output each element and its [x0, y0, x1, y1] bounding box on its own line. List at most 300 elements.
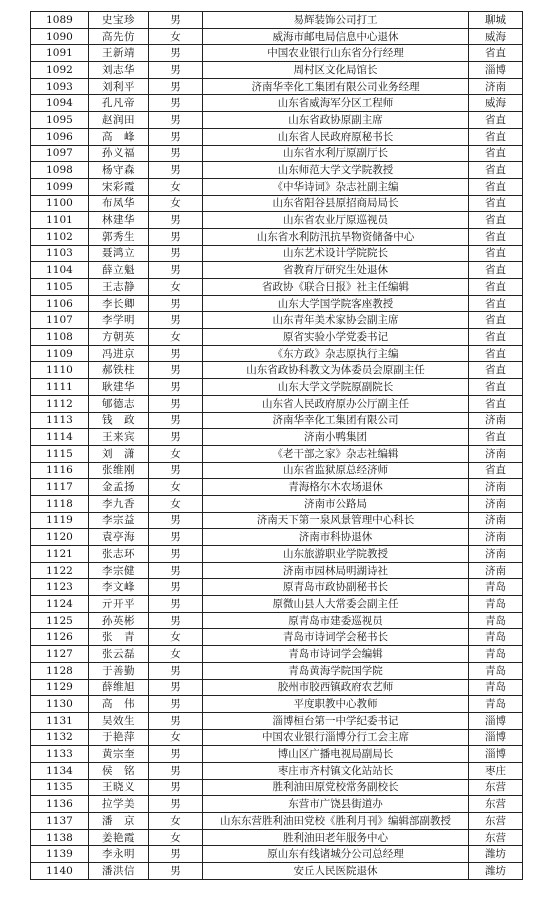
- member-name-cell: 姜艳霞: [89, 829, 149, 846]
- table-row: [31, 429, 523, 446]
- table-row: [31, 646, 523, 663]
- member-region-cell: 省直: [469, 329, 523, 346]
- member-region-cell: 淄博: [469, 746, 523, 763]
- table-row: [31, 28, 523, 45]
- member-gender-cell: 男: [149, 145, 203, 162]
- member-region-cell: 济南: [469, 479, 523, 496]
- member-workplace-cell: 山东大学文学院原副院长: [203, 379, 469, 396]
- member-name-cell: 王志静: [89, 279, 149, 296]
- member-gender-cell: 男: [149, 395, 203, 412]
- member-number-cell: 1120: [31, 529, 89, 546]
- member-region-cell: 省直: [469, 212, 523, 229]
- member-name-cell: 赵润田: [89, 112, 149, 129]
- member-gender-cell: 女: [149, 195, 203, 212]
- member-gender-cell: 男: [149, 863, 203, 880]
- table-row: [31, 696, 523, 713]
- member-region-cell: 青岛: [469, 662, 523, 679]
- member-number-cell: 1113: [31, 412, 89, 429]
- member-region-cell: 淄博: [469, 729, 523, 746]
- table-row: [31, 462, 523, 479]
- member-workplace-cell: 山东艺术设计学院院长: [203, 245, 469, 262]
- member-number-cell: 1100: [31, 195, 89, 212]
- member-gender-cell: 女: [149, 28, 203, 45]
- member-gender-cell: 男: [149, 345, 203, 362]
- member-region-cell: 济南: [469, 562, 523, 579]
- table-row: [31, 796, 523, 813]
- member-name-cell: 杨守森: [89, 162, 149, 179]
- member-number-cell: 1125: [31, 612, 89, 629]
- member-gender-cell: 男: [149, 78, 203, 95]
- member-name-cell: 袁亭海: [89, 529, 149, 546]
- member-region-cell: 省直: [469, 312, 523, 329]
- member-workplace-cell: 山东省阳谷县原招商局局长: [203, 195, 469, 212]
- member-region-cell: 枣庄: [469, 762, 523, 779]
- member-gender-cell: 男: [149, 512, 203, 529]
- member-number-cell: 1136: [31, 796, 89, 813]
- member-region-cell: 省直: [469, 195, 523, 212]
- member-name-cell: 李九香: [89, 495, 149, 512]
- table-row: [31, 412, 523, 429]
- table-row: [31, 546, 523, 563]
- member-number-cell: 1118: [31, 495, 89, 512]
- table-row: [31, 846, 523, 863]
- member-name-cell: 高先仿: [89, 28, 149, 45]
- member-region-cell: 省直: [469, 162, 523, 179]
- member-number-cell: 1130: [31, 696, 89, 713]
- member-gender-cell: 男: [149, 128, 203, 145]
- member-workplace-cell: 威海市邮电局信息中心退休: [203, 28, 469, 45]
- member-name-cell: 耿建华: [89, 379, 149, 396]
- table-row: [31, 128, 523, 145]
- member-number-cell: 1090: [31, 28, 89, 45]
- member-gender-cell: 男: [149, 312, 203, 329]
- table-row: [31, 162, 523, 179]
- member-number-cell: 1102: [31, 228, 89, 245]
- table-row: [31, 863, 523, 880]
- member-name-cell: 亓开平: [89, 596, 149, 613]
- member-workplace-cell: 山东省人民政府原秘书长: [203, 128, 469, 145]
- member-gender-cell: 女: [149, 646, 203, 663]
- member-number-cell: 1089: [31, 12, 89, 29]
- member-workplace-cell: 济南市科协退休: [203, 529, 469, 546]
- table-row: [31, 529, 523, 546]
- member-workplace-cell: 周村区文化局馆长: [203, 62, 469, 79]
- member-name-cell: 孙义福: [89, 145, 149, 162]
- member-region-cell: 省直: [469, 262, 523, 279]
- member-name-cell: 史宝珍: [89, 12, 149, 29]
- member-region-cell: 青岛: [469, 679, 523, 696]
- member-workplace-cell: 青海格尔木农场退休: [203, 479, 469, 496]
- member-region-cell: 淄博: [469, 62, 523, 79]
- member-workplace-cell: 山东省监狱原总经济师: [203, 462, 469, 479]
- member-name-cell: 薛维旭: [89, 679, 149, 696]
- member-region-cell: 青岛: [469, 612, 523, 629]
- member-workplace-cell: 原省实验小学党委书记: [203, 329, 469, 346]
- member-workplace-cell: 原山东有线诸城分公司总经理: [203, 846, 469, 863]
- member-workplace-cell: 山东省政协原副主席: [203, 112, 469, 129]
- member-name-cell: 方朝英: [89, 329, 149, 346]
- member-gender-cell: 男: [149, 796, 203, 813]
- table-row: [31, 495, 523, 512]
- member-gender-cell: 男: [149, 362, 203, 379]
- member-name-cell: 李文峰: [89, 579, 149, 596]
- member-gender-cell: 男: [149, 245, 203, 262]
- member-gender-cell: 男: [149, 562, 203, 579]
- table-row: [31, 329, 523, 346]
- member-gender-cell: 女: [149, 629, 203, 646]
- member-number-cell: 1101: [31, 212, 89, 229]
- member-region-cell: 潍坊: [469, 846, 523, 863]
- member-number-cell: 1097: [31, 145, 89, 162]
- table-row: [31, 562, 523, 579]
- member-region-cell: 省直: [469, 112, 523, 129]
- member-name-cell: 高 峰: [89, 128, 149, 145]
- member-number-cell: 1131: [31, 712, 89, 729]
- member-gender-cell: 女: [149, 495, 203, 512]
- member-region-cell: 省直: [469, 228, 523, 245]
- member-number-cell: 1135: [31, 779, 89, 796]
- member-number-cell: 1105: [31, 279, 89, 296]
- member-region-cell: 省直: [469, 362, 523, 379]
- table-row: [31, 679, 523, 696]
- member-workplace-cell: 胜利油田原党校常务副校长: [203, 779, 469, 796]
- member-name-cell: 郝铁柱: [89, 362, 149, 379]
- member-name-cell: 李宗益: [89, 512, 149, 529]
- member-gender-cell: 男: [149, 712, 203, 729]
- member-workplace-cell: 济南市公路局: [203, 495, 469, 512]
- member-number-cell: 1127: [31, 646, 89, 663]
- member-number-cell: 1108: [31, 329, 89, 346]
- member-region-cell: 聊城: [469, 12, 523, 29]
- member-region-cell: 威海: [469, 28, 523, 45]
- table-row: [31, 712, 523, 729]
- member-workplace-cell: 山东省威海军分区工程师: [203, 95, 469, 112]
- member-gender-cell: 男: [149, 596, 203, 613]
- member-workplace-cell: 省教育厅研究生处退休: [203, 262, 469, 279]
- member-workplace-cell: 东营市广饶县街道办: [203, 796, 469, 813]
- member-workplace-cell: 山东大学国学院客座教授: [203, 295, 469, 312]
- member-workplace-cell: 山东省农业厅原巡视员: [203, 212, 469, 229]
- table-row: [31, 312, 523, 329]
- member-workplace-cell: 中国农业银行淄博分行工会主席: [203, 729, 469, 746]
- table-row: [31, 445, 523, 462]
- member-workplace-cell: 山东省水利厅原副厅长: [203, 145, 469, 162]
- member-name-cell: 聂鸿立: [89, 245, 149, 262]
- table-row: [31, 395, 523, 412]
- table-row: [31, 596, 523, 613]
- member-region-cell: 青岛: [469, 629, 523, 646]
- member-name-cell: 孔凡帝: [89, 95, 149, 112]
- member-number-cell: 1133: [31, 746, 89, 763]
- member-workplace-cell: 平度职教中心教师: [203, 696, 469, 713]
- member-name-cell: 林建华: [89, 212, 149, 229]
- member-number-cell: 1096: [31, 128, 89, 145]
- member-gender-cell: 女: [149, 329, 203, 346]
- member-gender-cell: 男: [149, 112, 203, 129]
- member-region-cell: 青岛: [469, 646, 523, 663]
- member-gender-cell: 男: [149, 295, 203, 312]
- member-region-cell: 济南: [469, 512, 523, 529]
- member-gender-cell: 男: [149, 846, 203, 863]
- member-workplace-cell: 山东师范大学文学院教授: [203, 162, 469, 179]
- member-workplace-cell: 山东东营胜利油田党校《胜利月刊》编辑部副教授: [203, 813, 469, 830]
- member-gender-cell: 男: [149, 746, 203, 763]
- member-gender-cell: 男: [149, 579, 203, 596]
- table-row: [31, 279, 523, 296]
- table-row: [31, 612, 523, 629]
- member-list-sheet: [30, 11, 523, 880]
- member-gender-cell: 女: [149, 178, 203, 195]
- table-row: [31, 579, 523, 596]
- member-name-cell: 于善勤: [89, 662, 149, 679]
- member-number-cell: 1112: [31, 395, 89, 412]
- member-number-cell: 1124: [31, 596, 89, 613]
- member-workplace-cell: 济南华幸化工集团有限公司业务经理: [203, 78, 469, 95]
- member-gender-cell: 男: [149, 612, 203, 629]
- member-workplace-cell: 淄博桓台第一中学纪委书记: [203, 712, 469, 729]
- member-gender-cell: 男: [149, 529, 203, 546]
- member-number-cell: 1109: [31, 345, 89, 362]
- member-region-cell: 省直: [469, 45, 523, 62]
- member-workplace-cell: 山东省政协科教文为体委员会原副主任: [203, 362, 469, 379]
- member-region-cell: 威海: [469, 95, 523, 112]
- member-number-cell: 1110: [31, 362, 89, 379]
- member-region-cell: 省直: [469, 245, 523, 262]
- member-number-cell: 1138: [31, 829, 89, 846]
- member-name-cell: 张云磊: [89, 646, 149, 663]
- member-name-cell: 郭秀生: [89, 228, 149, 245]
- table-row: [31, 262, 523, 279]
- table-row: [31, 78, 523, 95]
- member-table-body: [31, 12, 523, 880]
- member-workplace-cell: 山东青年美术家协会副主席: [203, 312, 469, 329]
- table-row: [31, 479, 523, 496]
- member-table: [30, 11, 523, 880]
- member-gender-cell: 男: [149, 379, 203, 396]
- member-gender-cell: 男: [149, 696, 203, 713]
- member-region-cell: 济南: [469, 546, 523, 563]
- member-workplace-cell: 安丘人民医院退休: [203, 863, 469, 880]
- member-number-cell: 1129: [31, 679, 89, 696]
- member-gender-cell: 男: [149, 546, 203, 563]
- member-number-cell: 1121: [31, 546, 89, 563]
- member-gender-cell: 女: [149, 813, 203, 830]
- member-region-cell: 省直: [469, 345, 523, 362]
- member-number-cell: 1137: [31, 813, 89, 830]
- member-number-cell: 1114: [31, 429, 89, 446]
- member-name-cell: 张 青: [89, 629, 149, 646]
- member-name-cell: 张维刚: [89, 462, 149, 479]
- member-name-cell: 李永明: [89, 846, 149, 863]
- member-workplace-cell: 原青岛市建委巡视员: [203, 612, 469, 629]
- member-workplace-cell: 山东旅游职业学院教授: [203, 546, 469, 563]
- member-number-cell: 1134: [31, 762, 89, 779]
- table-row: [31, 379, 523, 396]
- member-gender-cell: 男: [149, 62, 203, 79]
- member-number-cell: 1093: [31, 78, 89, 95]
- member-name-cell: 钱 政: [89, 412, 149, 429]
- table-row: [31, 95, 523, 112]
- member-number-cell: 1126: [31, 629, 89, 646]
- table-row: [31, 762, 523, 779]
- member-gender-cell: 男: [149, 212, 203, 229]
- member-name-cell: 李长卿: [89, 295, 149, 312]
- member-region-cell: 东营: [469, 779, 523, 796]
- member-name-cell: 潘 京: [89, 813, 149, 830]
- member-region-cell: 济南: [469, 412, 523, 429]
- member-region-cell: 省直: [469, 178, 523, 195]
- member-region-cell: 东营: [469, 829, 523, 846]
- member-gender-cell: 女: [149, 445, 203, 462]
- member-number-cell: 1107: [31, 312, 89, 329]
- member-region-cell: 青岛: [469, 579, 523, 596]
- member-workplace-cell: 易辉装饰公司打工: [203, 12, 469, 29]
- table-row: [31, 295, 523, 312]
- member-gender-cell: 男: [149, 95, 203, 112]
- table-row: [31, 629, 523, 646]
- member-name-cell: 于艳萍: [89, 729, 149, 746]
- table-row: [31, 362, 523, 379]
- member-gender-cell: 男: [149, 228, 203, 245]
- member-region-cell: 省直: [469, 462, 523, 479]
- member-name-cell: 李宗健: [89, 562, 149, 579]
- member-name-cell: 金孟扬: [89, 479, 149, 496]
- member-workplace-cell: 济南华幸化工集团有限公司: [203, 412, 469, 429]
- table-row: [31, 512, 523, 529]
- member-gender-cell: 男: [149, 162, 203, 179]
- member-region-cell: 济南: [469, 495, 523, 512]
- table-row: [31, 12, 523, 29]
- member-number-cell: 1092: [31, 62, 89, 79]
- member-number-cell: 1116: [31, 462, 89, 479]
- member-name-cell: 刘利平: [89, 78, 149, 95]
- member-gender-cell: 女: [149, 729, 203, 746]
- member-workplace-cell: 《中华诗词》杂志社副主编: [203, 178, 469, 195]
- member-region-cell: 省直: [469, 295, 523, 312]
- table-row: [31, 178, 523, 195]
- member-number-cell: 1139: [31, 846, 89, 863]
- member-gender-cell: 男: [149, 679, 203, 696]
- member-workplace-cell: 原微山县人大常委会副主任: [203, 596, 469, 613]
- member-region-cell: 省直: [469, 128, 523, 145]
- member-workplace-cell: 济南天下第一泉风景管理中心科长: [203, 512, 469, 529]
- member-workplace-cell: 青岛市诗词学会编辑: [203, 646, 469, 663]
- member-region-cell: 淄博: [469, 712, 523, 729]
- member-workplace-cell: 省政协《联合日报》社主任编辑: [203, 279, 469, 296]
- member-workplace-cell: 青岛市诗词学会秘书长: [203, 629, 469, 646]
- member-gender-cell: 男: [149, 45, 203, 62]
- member-name-cell: 侯 铭: [89, 762, 149, 779]
- member-gender-cell: 女: [149, 279, 203, 296]
- member-number-cell: 1094: [31, 95, 89, 112]
- member-workplace-cell: 原青岛市政协副秘书长: [203, 579, 469, 596]
- table-row: [31, 813, 523, 830]
- member-workplace-cell: 《东方政》杂志原执行主编: [203, 345, 469, 362]
- member-workplace-cell: 胜利油田老年服务中心: [203, 829, 469, 846]
- table-row: [31, 746, 523, 763]
- member-region-cell: 潍坊: [469, 863, 523, 880]
- member-gender-cell: 男: [149, 762, 203, 779]
- member-region-cell: 省直: [469, 379, 523, 396]
- table-row: [31, 779, 523, 796]
- member-number-cell: 1117: [31, 479, 89, 496]
- member-number-cell: 1140: [31, 863, 89, 880]
- member-number-cell: 1095: [31, 112, 89, 129]
- member-name-cell: 黄宗奎: [89, 746, 149, 763]
- member-gender-cell: 女: [149, 829, 203, 846]
- member-name-cell: 布凤华: [89, 195, 149, 212]
- table-row: [31, 829, 523, 846]
- member-region-cell: 省直: [469, 395, 523, 412]
- member-number-cell: 1132: [31, 729, 89, 746]
- member-name-cell: 王晓义: [89, 779, 149, 796]
- member-workplace-cell: 山东省人民政府原办公厅副主任: [203, 395, 469, 412]
- member-workplace-cell: 枣庄市齐村镇文化站站长: [203, 762, 469, 779]
- member-workplace-cell: 青岛黄海学院国学院: [203, 662, 469, 679]
- member-number-cell: 1103: [31, 245, 89, 262]
- member-gender-cell: 男: [149, 12, 203, 29]
- table-row: [31, 729, 523, 746]
- member-name-cell: 冯进京: [89, 345, 149, 362]
- table-row: [31, 112, 523, 129]
- member-number-cell: 1111: [31, 379, 89, 396]
- member-name-cell: 拉学美: [89, 796, 149, 813]
- member-name-cell: 高 伟: [89, 696, 149, 713]
- table-row: [31, 345, 523, 362]
- member-region-cell: 济南: [469, 78, 523, 95]
- member-name-cell: 吴效生: [89, 712, 149, 729]
- member-number-cell: 1106: [31, 295, 89, 312]
- member-gender-cell: 男: [149, 462, 203, 479]
- table-row: [31, 228, 523, 245]
- member-name-cell: 薛立魁: [89, 262, 149, 279]
- table-row: [31, 145, 523, 162]
- member-number-cell: 1122: [31, 562, 89, 579]
- member-region-cell: 济南: [469, 529, 523, 546]
- member-region-cell: 青岛: [469, 696, 523, 713]
- member-gender-cell: 男: [149, 262, 203, 279]
- member-region-cell: 省直: [469, 145, 523, 162]
- member-workplace-cell: 山东省水利防汛抗旱物资储备中心: [203, 228, 469, 245]
- table-row: [31, 195, 523, 212]
- member-gender-cell: 男: [149, 429, 203, 446]
- member-name-cell: 潘洪信: [89, 863, 149, 880]
- member-workplace-cell: 《老干部之家》杂志社编辑: [203, 445, 469, 462]
- member-name-cell: 刘志华: [89, 62, 149, 79]
- member-region-cell: 东营: [469, 813, 523, 830]
- member-name-cell: 孙英彬: [89, 612, 149, 629]
- member-number-cell: 1104: [31, 262, 89, 279]
- member-gender-cell: 男: [149, 662, 203, 679]
- table-row: [31, 62, 523, 79]
- member-region-cell: 省直: [469, 429, 523, 446]
- member-workplace-cell: 博山区广播电视局副局长: [203, 746, 469, 763]
- member-name-cell: 宋彩霞: [89, 178, 149, 195]
- member-name-cell: 刘 潇: [89, 445, 149, 462]
- member-name-cell: 李学明: [89, 312, 149, 329]
- member-region-cell: 青岛: [469, 596, 523, 613]
- member-name-cell: 郇德志: [89, 395, 149, 412]
- member-number-cell: 1091: [31, 45, 89, 62]
- table-row: [31, 212, 523, 229]
- member-number-cell: 1099: [31, 178, 89, 195]
- member-number-cell: 1098: [31, 162, 89, 179]
- member-name-cell: 王来宾: [89, 429, 149, 446]
- member-number-cell: 1115: [31, 445, 89, 462]
- member-workplace-cell: 胶州市胶西镇政府农艺师: [203, 679, 469, 696]
- table-row: [31, 45, 523, 62]
- member-region-cell: 省直: [469, 279, 523, 296]
